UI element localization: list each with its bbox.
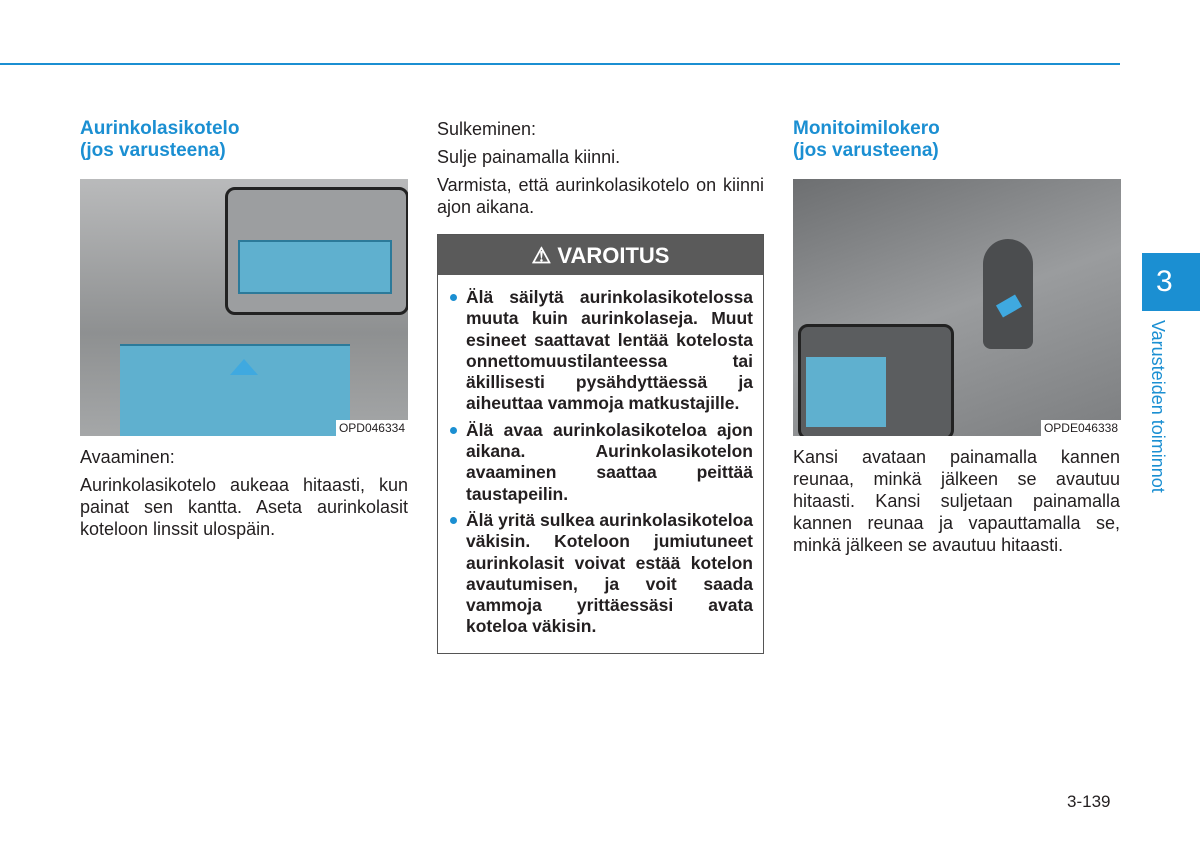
title-line: Aurinkolasikotelo <box>80 118 240 139</box>
title-line: Monitoimilokero <box>793 118 940 139</box>
warning-item: Älä yritä sulkea aurinkolasikoteloa väkisin. Koteloon jumiutuneet aurinkolasit voivat estää kotelon avautumisen, ja voit saada vammoja yrittäessäsi avata koteloa väkisin. <box>450 510 753 638</box>
warning-box <box>437 234 764 654</box>
closing-text: Sulje painamalla kiinni. <box>437 147 621 167</box>
title-line: (jos varusteena) <box>793 140 939 161</box>
gear-shift <box>983 239 1033 349</box>
storage-compartment-illustration <box>793 179 1121 436</box>
chapter-tab: 3 <box>1142 253 1200 311</box>
warning-title: VAROITUS <box>557 243 670 268</box>
storage-text: Kansi avataan painamalla kannen reunaa, minkä jälkeen se avautuu hitaasti. Kansi suljetaan painamalla kannen reunaa ja vapauttamalla se, minkä jälkeen se avautuu hitaasti. <box>793 447 1120 555</box>
warning-triangle-icon: ⚠ <box>531 243 552 268</box>
warning-item: Älä avaa aurinkolasikoteloa ajon aikana. Aurinkolasikotelon avaaminen saattaa peittää taustapeilin. <box>450 420 753 505</box>
warning-header <box>438 235 763 275</box>
warning-item: Älä säilytä aurinkolasikotelossa muuta kuin aurinkolaseja. Muut esineet saattavat lentää kotelosta onnettomuustilanteessa tai äkillisesti pysähdyttäessä ja aiheuttaa vammoja matkustajille. <box>450 287 753 415</box>
middle-column <box>437 118 764 654</box>
closing-heading: Sulkeminen: <box>437 119 537 139</box>
sunglass-holder-illustration <box>80 179 408 436</box>
image-caption: OPDE046338 <box>1041 420 1121 436</box>
title-line: (jos varusteena) <box>80 140 226 161</box>
holder-lid <box>120 344 350 436</box>
header-rule <box>0 63 1120 65</box>
image-caption: OPD046334 <box>336 420 408 436</box>
up-arrow-icon <box>230 359 258 375</box>
right-column <box>793 118 1120 562</box>
detail-inset <box>225 187 408 315</box>
opening-heading: Avaaminen: <box>80 447 175 467</box>
section-title-sunglass-holder <box>80 118 408 162</box>
page-number: 3-139 <box>1067 792 1111 811</box>
chapter-title: Varusteiden toiminnot <box>1148 320 1168 493</box>
detail-inset <box>798 324 954 436</box>
section-title-storage <box>793 118 1120 162</box>
left-column <box>80 118 408 546</box>
opening-text: Aurinkolasikotelo aukeaa hitaasti, kun painat sen kantta. Aseta aurinkolasit koteloon linssit ulospäin. <box>80 475 408 539</box>
closing-note: Varmista, että aurinkolasikotelo on kiinni ajon aikana. <box>437 175 764 217</box>
